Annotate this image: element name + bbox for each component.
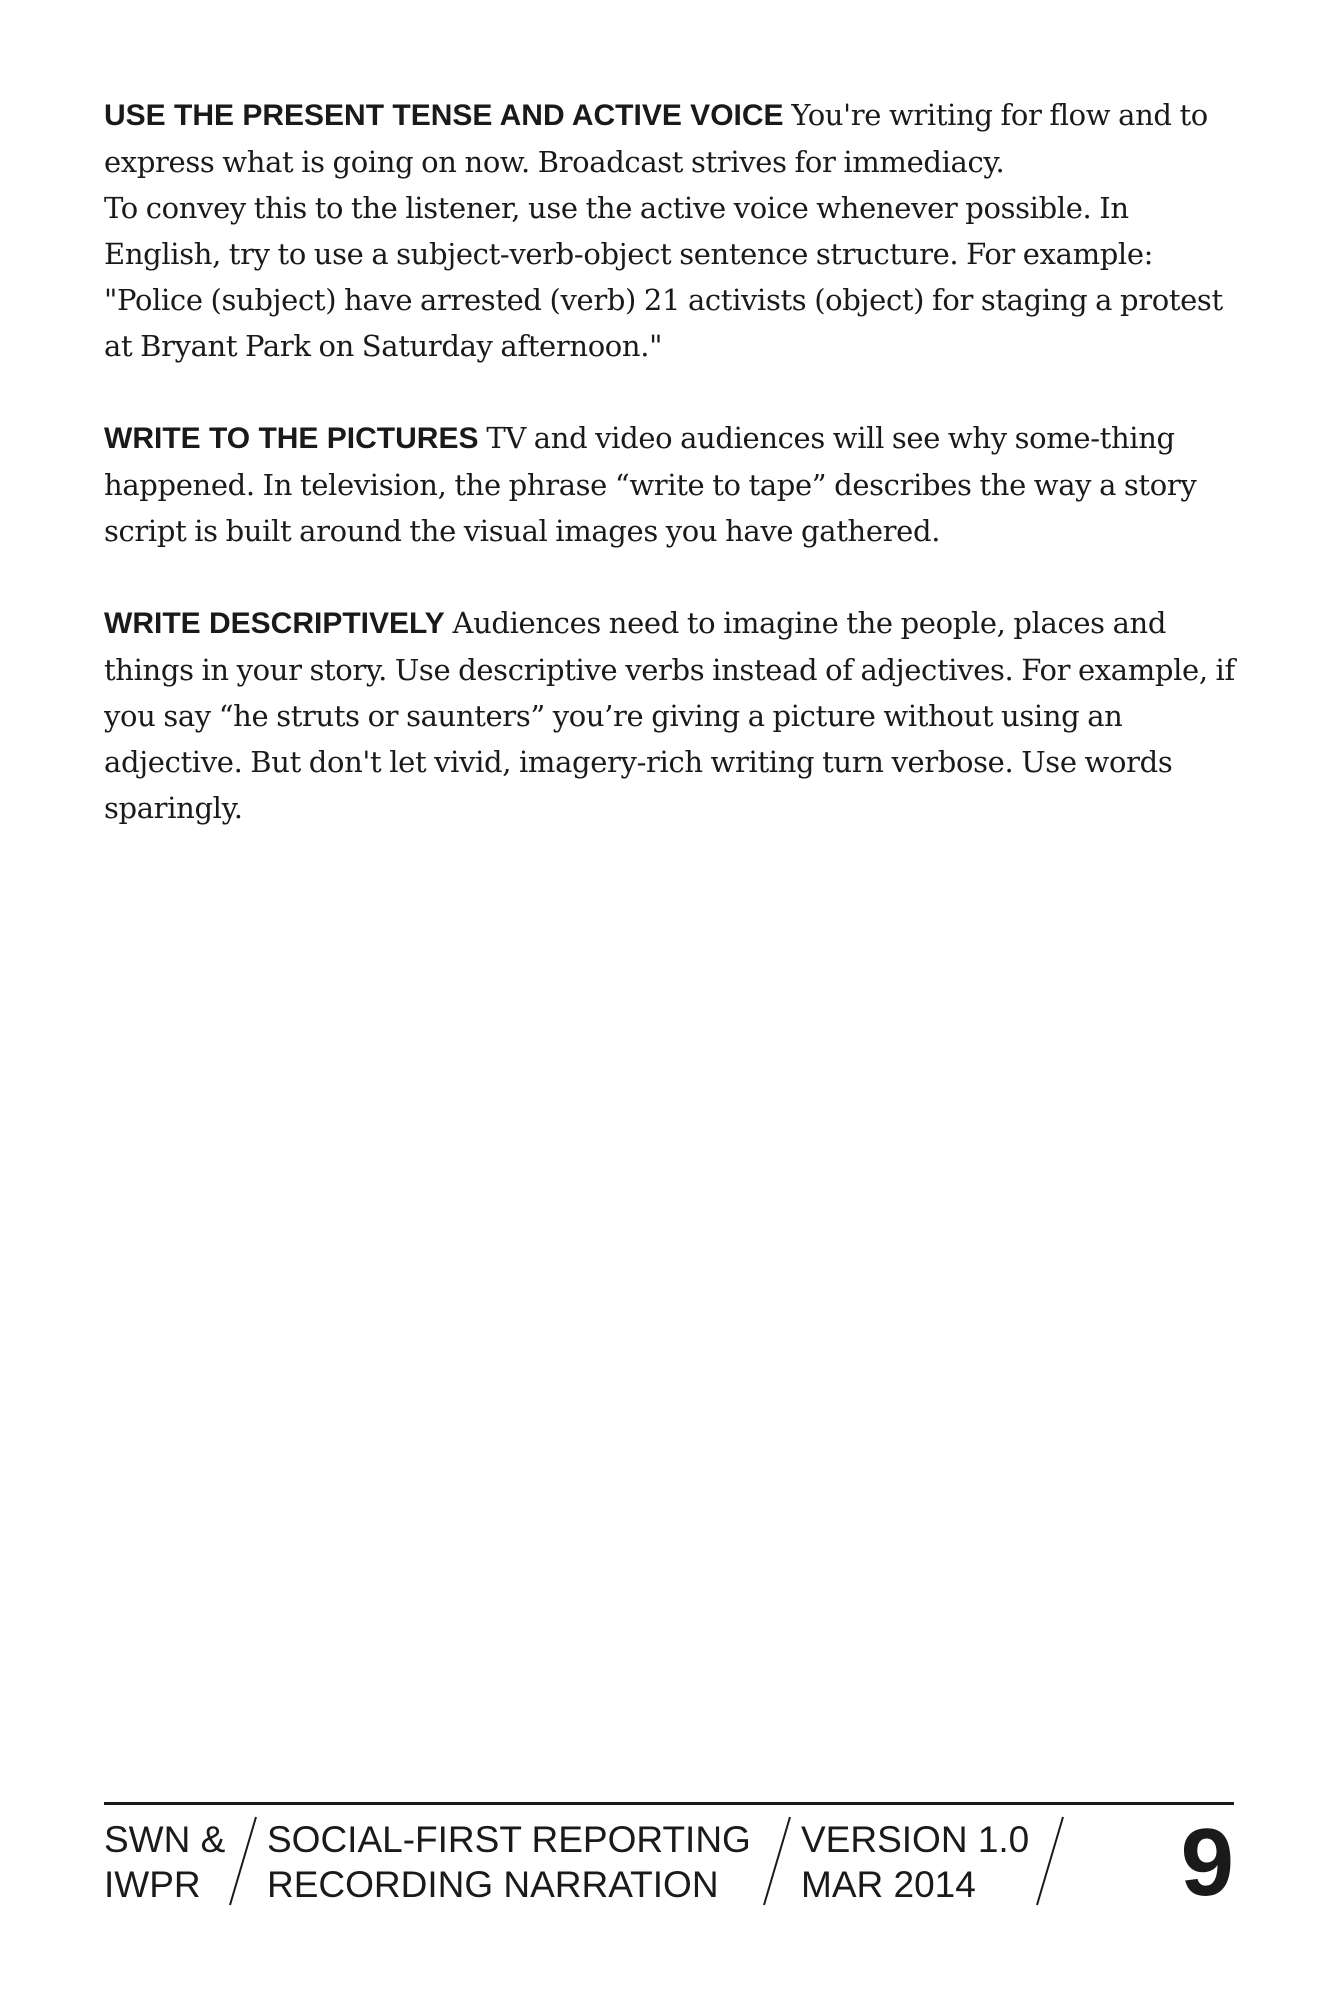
section-body: Audiences need to imagine the people, places and things in your story. Use descriptive verbs instead of adjectives. For example, if you say “he struts or saunters” you’re giving a picture without using an adjective. But don't let vivid, imagery-rich writing turn verbose. Use words sparingly. <box>104 606 1235 825</box>
footer-title-line2: RECORDING NARRATION <box>267 1864 719 1905</box>
footer-org-line1: SWN & <box>104 1819 226 1860</box>
footer-version <box>801 1817 1029 1907</box>
section-body: You're writing for flow and to express what is going on now. Broadcast strives for immediacy. To convey this to the listener, use the active voice whenever possible. In English, try to use a subject-verb-object sentence structure. For example: "Police (subject) have arrested (verb) 21 activists (object) for staging a protest at Bryant Park on Saturday afternoon." <box>104 98 1223 363</box>
section-heading: WRITE DESCRIPTIVELY <box>104 607 445 640</box>
footer-version-line2: MAR 2014 <box>801 1864 976 1905</box>
slash-divider-icon <box>222 1813 262 1909</box>
section-write-to-pictures <box>104 415 1244 554</box>
footer-version-line1: VERSION 1.0 <box>801 1819 1030 1860</box>
footer-org <box>104 1817 225 1907</box>
page-content <box>104 92 1244 877</box>
slash-divider-icon <box>756 1813 796 1909</box>
section-present-tense <box>104 92 1244 369</box>
slash-divider-icon <box>1029 1813 1069 1909</box>
section-body: TV and video audiences will see why some-thing happened. In television, the phrase “write to tape” describes the way a story script is built around the visual images you have gathered. <box>104 421 1197 548</box>
footer-title <box>267 1817 751 1907</box>
page-footer <box>104 1805 1234 1915</box>
section-heading: USE THE PRESENT TENSE AND ACTIVE VOICE <box>104 99 784 132</box>
section-write-descriptively <box>104 600 1244 831</box>
footer-title-line1: SOCIAL-FIRST REPORTING <box>267 1819 751 1860</box>
page-number: 9 <box>1180 1809 1234 1916</box>
section-heading: WRITE TO THE PICTURES <box>104 422 479 455</box>
footer-org-line2: IWPR <box>104 1864 201 1905</box>
